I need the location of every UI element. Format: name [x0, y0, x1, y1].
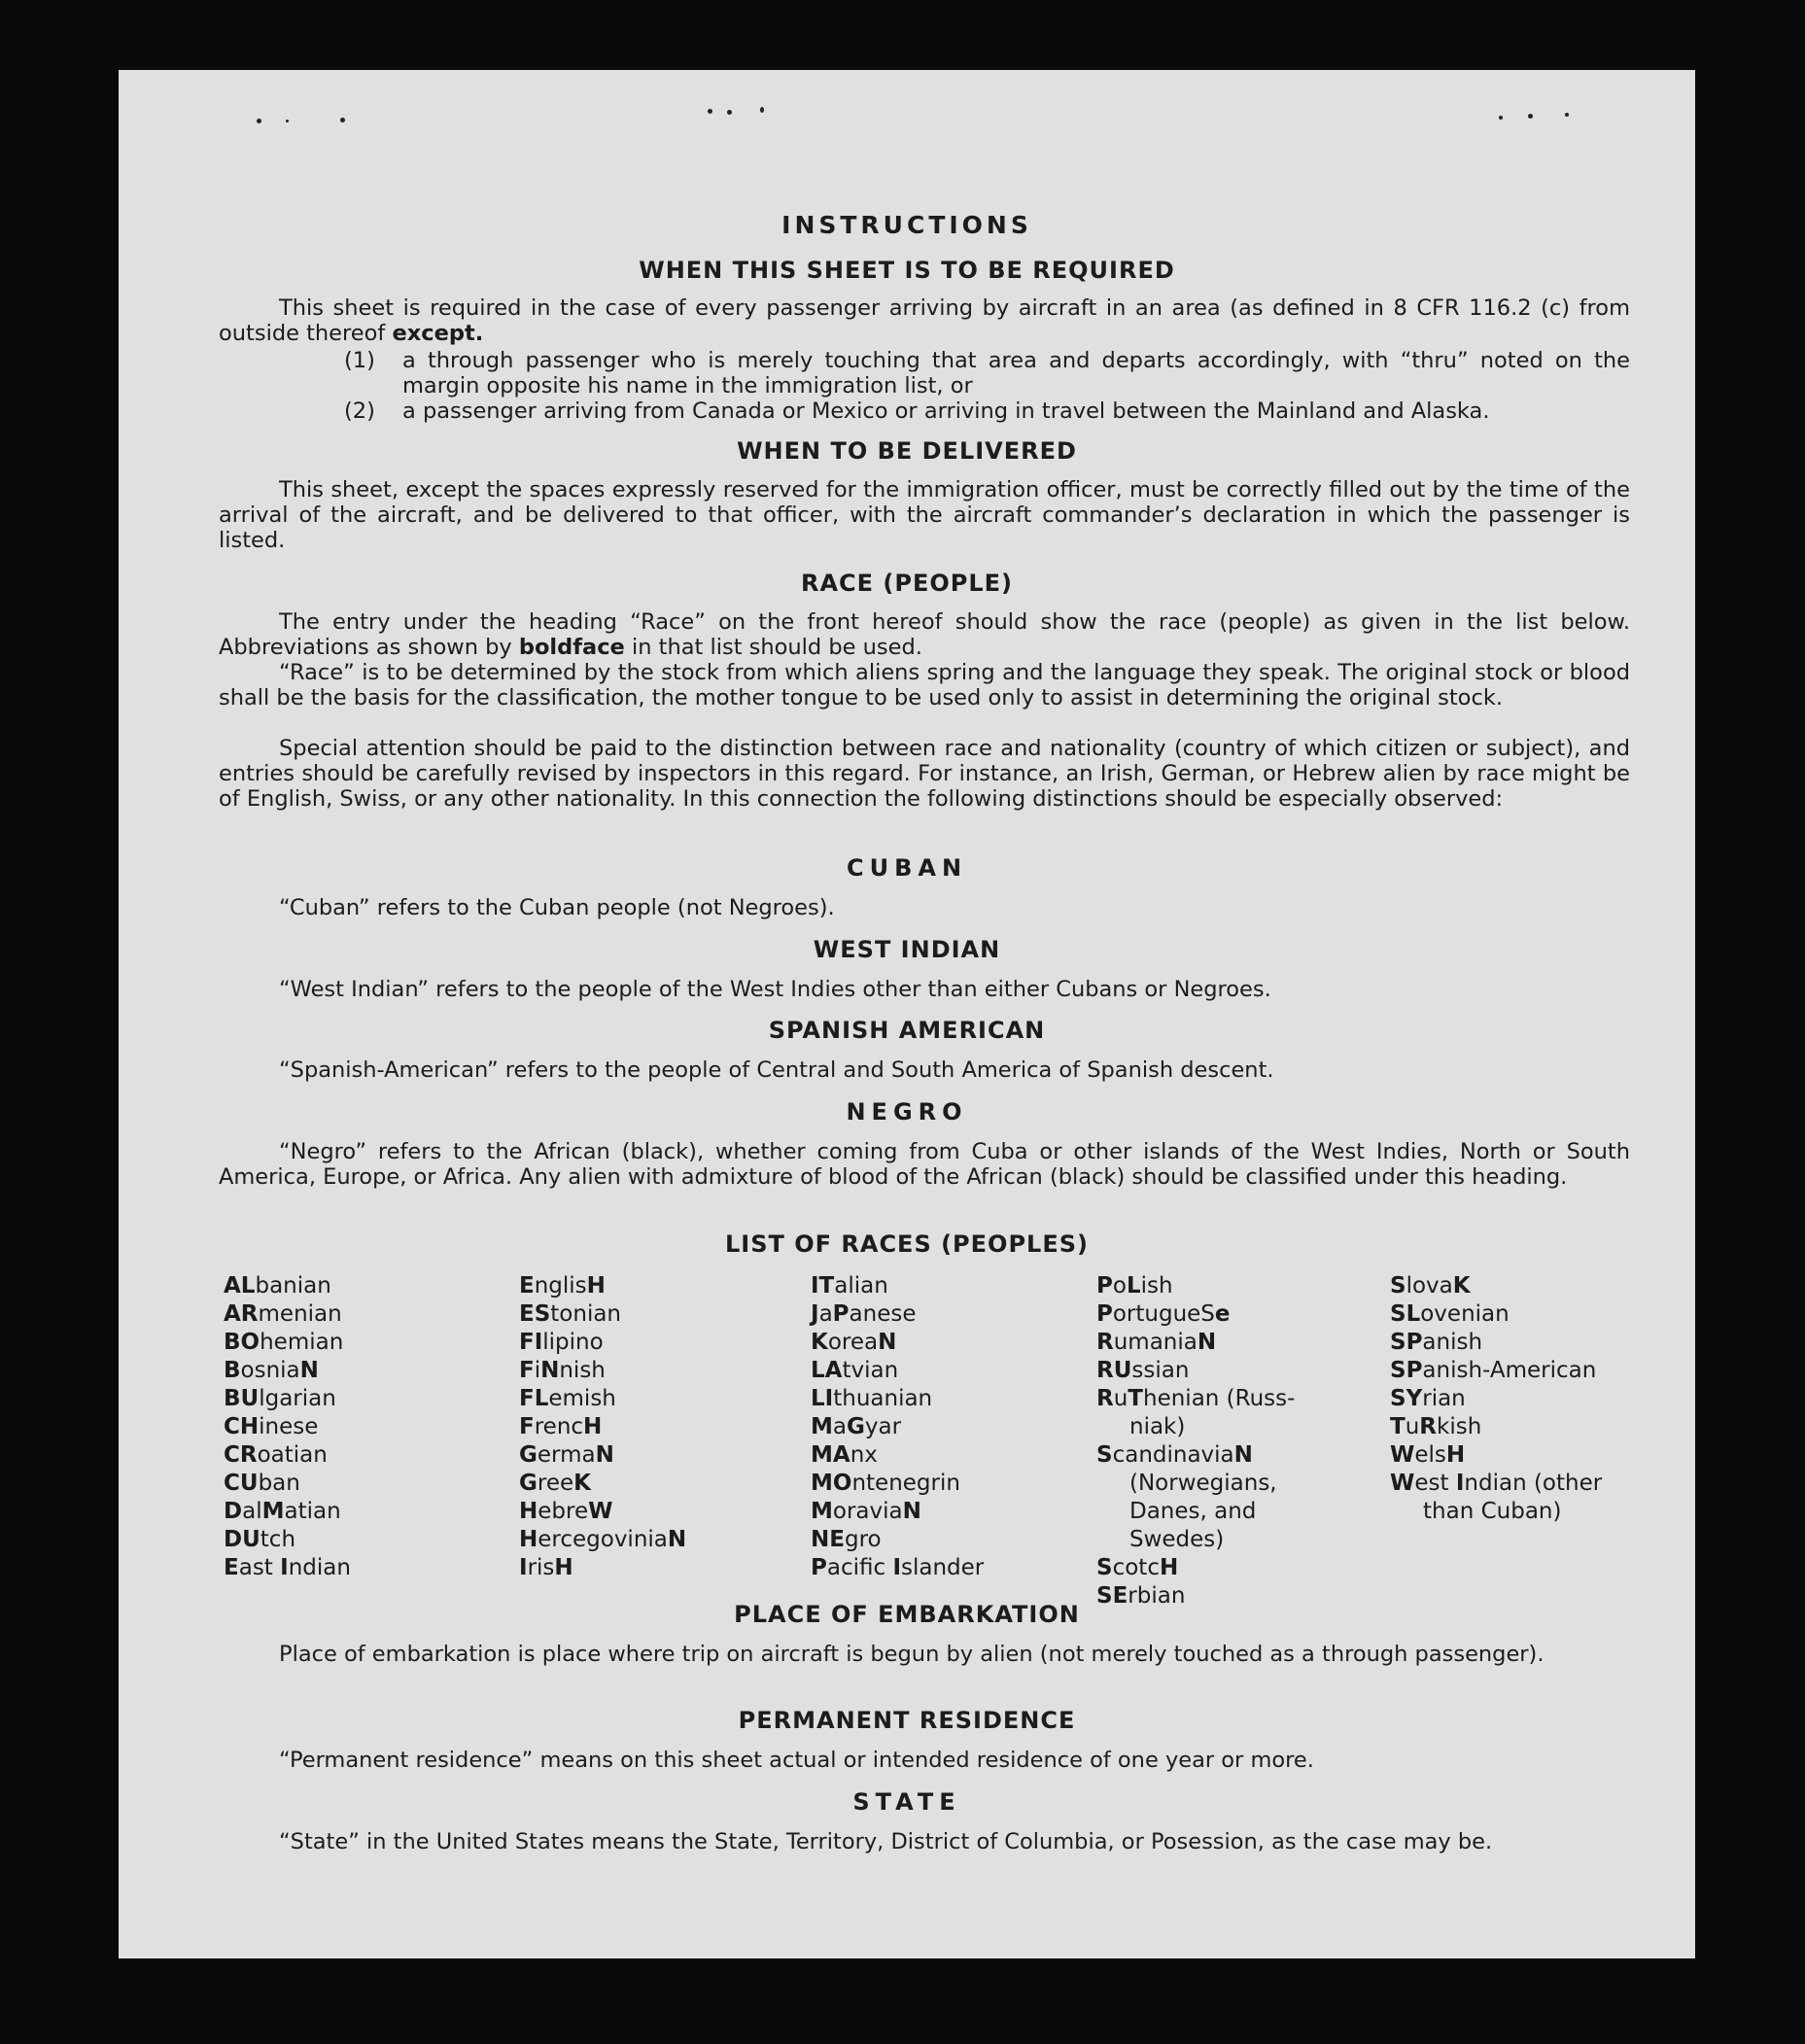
exception-item-2-text: a passenger arriving from Canada or Mexico or arriving in travel between the Mainland and Alaska.: [402, 398, 1490, 424]
race-entry: FLemish: [519, 1386, 616, 1411]
paragraph-state: [219, 1829, 1630, 1854]
paragraph-delivered-text: This sheet, except the spaces expressly reserved for the immigration officer, must be correctly filled out by the time of the arrival of the aircraft, and be delivered to that officer, with the aircraft commander’s declaration in which the passenger is listed.: [219, 477, 1630, 553]
heading-permanent-residence: PERMANENT RESIDENCE: [738, 1707, 1076, 1734]
speck-mark: [286, 120, 289, 122]
paragraph-cuban-text: “Cuban” refers to the Cuban people (not Negroes).: [279, 895, 835, 920]
race-entry: RUssian: [1096, 1358, 1190, 1383]
race-entry: West Indian (other: [1390, 1471, 1603, 1496]
except-bold: except.: [392, 321, 484, 346]
race-entry: SErbian: [1096, 1583, 1186, 1609]
speck-mark: [340, 118, 345, 122]
paragraph-spanish-american-text: “Spanish-American” refers to the people of Central and South America of Spanish descent.: [279, 1057, 1274, 1083]
race-entry: BosniaN: [224, 1358, 319, 1383]
heading-cuban: CUBAN: [846, 854, 968, 882]
paragraph-spanish-american: [219, 1057, 1630, 1083]
race-entry: ALbanian: [224, 1273, 331, 1299]
paragraph-race-3-text: Special attention should be paid to the distinction between race and nationality (country of which citizen or subject), and entries should be carefully revised by inspectors in this regard. For instance, an Irish, German, or Hebrew alien by race might be of English, Swiss, or any other nationality. In this connection the following distinctions should be especially observed:: [219, 736, 1630, 812]
speck-mark: [1499, 116, 1503, 120]
race-entry: ARmenian: [224, 1301, 342, 1327]
speck-mark: [708, 109, 712, 114]
race-entry: LIthuanian: [811, 1386, 933, 1411]
exception-item-2: [344, 398, 1630, 424]
race-entry: PoLish: [1096, 1273, 1173, 1299]
race-entry: NEgro: [811, 1527, 882, 1552]
race-entry: MOntenegrin: [811, 1471, 960, 1496]
paragraph-embarkation: [219, 1642, 1630, 1667]
race-column-4: [1096, 1272, 1295, 1611]
paragraph-permanent-residence-text: “Permanent residence” means on this sheet actual or intended residence of one year or more.: [279, 1748, 1314, 1773]
heading-negro: NEGRO: [846, 1098, 968, 1126]
page-title: INSTRUCTIONS: [781, 211, 1032, 239]
race-entry: DalMatian: [224, 1499, 341, 1524]
race-entry: RumaniaN: [1096, 1330, 1217, 1355]
race-entry: Danes, and: [1129, 1499, 1257, 1524]
race-entry: SLovenian: [1390, 1301, 1510, 1327]
paragraph-race-2: [219, 660, 1630, 710]
heading-state: STATE: [852, 1788, 961, 1816]
race-entry: GermaN: [519, 1442, 614, 1468]
race-entry: SPanish: [1390, 1330, 1483, 1355]
speck-mark: [1565, 113, 1569, 117]
race-entry: HercegoviniaN: [519, 1527, 687, 1552]
heading-list-of-races: LIST OF RACES (PEOPLES): [725, 1230, 1089, 1258]
race-column-5: [1390, 1272, 1602, 1526]
paragraph-race-1: [219, 609, 1630, 660]
paragraph-west-indian-text: “West Indian” refers to the people of the West Indies other than either Cubans or Negroes.: [279, 977, 1271, 1002]
race-entry: FIlipino: [519, 1330, 604, 1355]
paragraph-west-indian: [219, 977, 1630, 1002]
race-column-2: [519, 1272, 686, 1582]
speck-mark: [1528, 114, 1533, 119]
race-entry: EStonian: [519, 1301, 622, 1327]
race-entry: HebreW: [519, 1499, 613, 1524]
race-entry: BOhemian: [224, 1330, 344, 1355]
race-entry: IrisH: [519, 1555, 573, 1580]
race-entry: FiNnish: [519, 1358, 606, 1383]
paragraph-race-2-text: “Race” is to be determined by the stock from which aliens spring and the language they speak. The original stock or blood shall be the basis for the classification, the mother tongue to be used only to assist in determining the original stock.: [219, 660, 1630, 710]
race-entry: MaGyar: [811, 1414, 902, 1439]
exception-item-1-text: a through passenger who is merely touching that area and departs accordingly, with “thru” noted on the margin opposite his name in the immigration list, or: [402, 348, 1630, 398]
heading-west-indian: WEST INDIAN: [813, 936, 1001, 963]
race-entry: LAtvian: [811, 1358, 899, 1383]
race-entry: CUban: [224, 1471, 300, 1496]
document-sheet: [119, 70, 1695, 1958]
race-entry: MoraviaN: [811, 1499, 921, 1524]
paragraph-required: [219, 295, 1630, 346]
speck-mark: [760, 107, 764, 113]
race-column-3: [811, 1272, 984, 1582]
race-entry: niak): [1129, 1414, 1186, 1439]
race-entry: CHinese: [224, 1414, 319, 1439]
race-entry: ScandinaviaN: [1096, 1442, 1253, 1468]
heading-spanish-american: SPANISH AMERICAN: [768, 1017, 1046, 1044]
race-entry: EnglisH: [519, 1273, 606, 1299]
race-entry: KoreaN: [811, 1330, 897, 1355]
race-entry: WelsH: [1390, 1442, 1466, 1468]
race-entry: Swedes): [1129, 1527, 1225, 1552]
race-entry: SPanish-American: [1390, 1358, 1597, 1383]
race-entry: SlovaK: [1390, 1273, 1471, 1299]
heading-when-required: WHEN THIS SHEET IS TO BE REQUIRED: [639, 257, 1175, 284]
race-entry: RuThenian (Russ-: [1096, 1386, 1296, 1411]
heading-place-of-embarkation: PLACE OF EMBARKATION: [734, 1601, 1080, 1628]
race-entry: TuRkish: [1390, 1414, 1482, 1439]
heading-race: RACE (PEOPLE): [800, 570, 1014, 597]
race-entry: CRoatian: [224, 1442, 328, 1468]
paragraph-embarkation-text: Place of embarkation is place where trip on aircraft is begun by alien (not merely touched as a through passenger).: [279, 1642, 1545, 1667]
race-entry: MAnx: [811, 1442, 878, 1468]
exception-item-1: [344, 348, 1630, 398]
race-entry: BUlgarian: [224, 1386, 336, 1411]
race-entry: Pacific Islander: [811, 1555, 985, 1580]
paragraph-state-text: “State” in the United States means the State, Territory, District of Columbia, or Posession, as the case may be.: [279, 1829, 1493, 1854]
paragraph-negro-text: “Negro” refers to the African (black), whether coming from Cuba or other islands of the West Indies, North or South America, Europe, or Africa. Any alien with admixture of blood of the African (black) should be classified under this heading.: [219, 1139, 1630, 1190]
speck-mark: [257, 119, 261, 123]
race-entry: PortugueSe: [1096, 1301, 1231, 1327]
boldface-word: boldface: [518, 635, 625, 660]
race-entry: ScotcH: [1096, 1555, 1179, 1580]
paragraph-race-1-text: The entry under the heading “Race” on the front hereof should show the race (people) as given in the list below. Abbreviations as shown by: [219, 609, 1630, 660]
exception-item-1-number: (1): [344, 348, 375, 373]
race-entry: than Cuban): [1423, 1499, 1562, 1524]
paragraph-race-1-end: in that list should be used.: [624, 635, 922, 660]
race-entry: SYrian: [1390, 1386, 1466, 1411]
exception-item-2-number: (2): [344, 398, 375, 424]
paragraph-cuban: [219, 895, 1630, 920]
paragraph-race-3: [219, 736, 1630, 812]
paragraph-delivered: [219, 477, 1630, 553]
paragraph-negro: [219, 1139, 1630, 1190]
race-entry: ITalian: [811, 1273, 888, 1299]
race-entry: (Norwegians,: [1129, 1471, 1277, 1496]
speck-mark: [727, 110, 732, 115]
paragraph-permanent-residence: [219, 1748, 1630, 1773]
race-entry: FrencH: [519, 1414, 603, 1439]
race-entry: East Indian: [224, 1555, 351, 1580]
race-column-1: [224, 1272, 351, 1582]
heading-when-delivered: WHEN TO BE DELIVERED: [737, 437, 1077, 465]
race-entry: JaPanese: [811, 1301, 917, 1327]
race-entry: GreeK: [519, 1471, 591, 1496]
race-entry: DUtch: [224, 1527, 296, 1552]
paragraph-required-text: This sheet is required in the case of every passenger arriving by aircraft in an area (as defined in 8 CFR 116.2 (c) from outside thereof: [219, 295, 1630, 346]
